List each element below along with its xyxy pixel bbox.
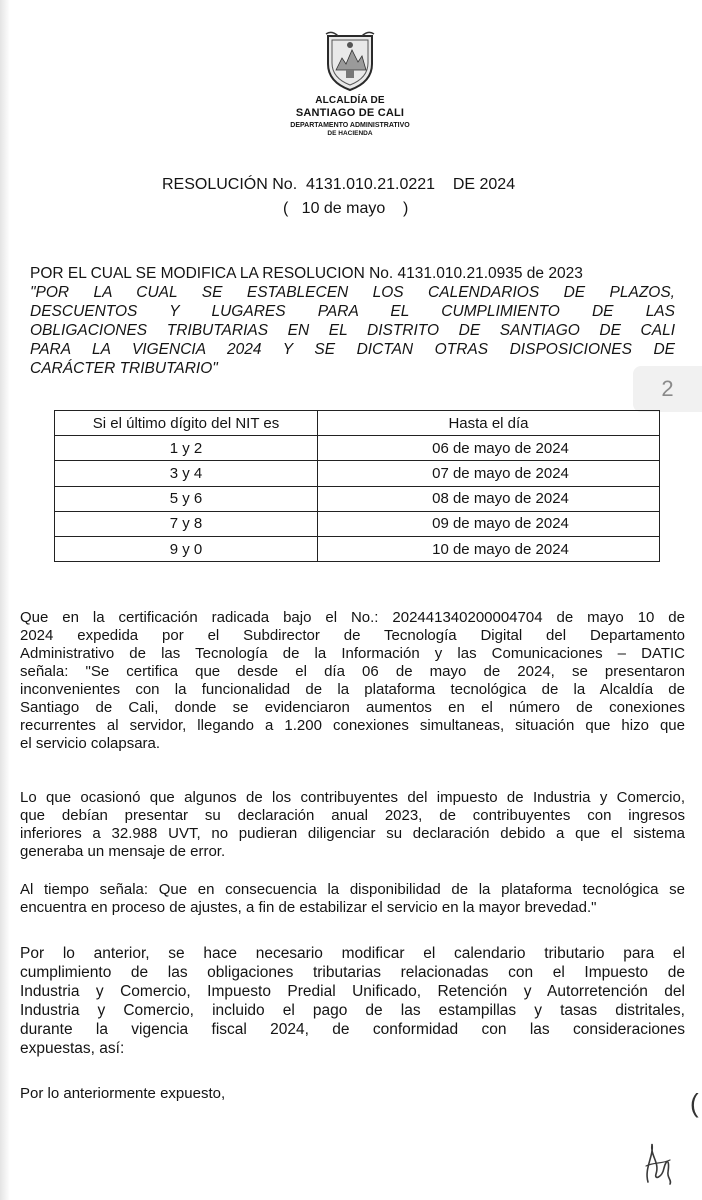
- table-cell-nit: 3 y 4: [55, 461, 318, 486]
- paragraph-line: 2024 expedida por el Subdirector de Tecnología Digital del Departamento: [20, 627, 685, 644]
- preamble-line: OBLIGACIONES TRIBUTARIAS EN EL DISTRITO DE SANTIAGO DE CALI: [30, 322, 675, 339]
- paragraph-modification: [20, 944, 685, 1058]
- letterhead-line-2: SANTIAGO DE CALI: [295, 107, 405, 119]
- paragraph-line: señala: "Se certifica que desde el día 06 de mayo de 2024, se presentaron: [20, 663, 685, 680]
- paragraph-line: Al tiempo señala: Que en consecuencia la disponibilidad de la plataforma tecnológica se: [20, 881, 685, 898]
- letterhead-line-4: DE HACIENDA: [327, 130, 373, 137]
- resolution-preamble: [30, 264, 675, 378]
- table-cell-date: 09 de mayo de 2024: [318, 511, 660, 536]
- letterhead: [270, 30, 430, 137]
- table-cell-nit: 1 y 2: [55, 436, 318, 461]
- preamble-line: CARÁCTER TRIBUTARIO": [30, 360, 218, 377]
- paragraph-closing: Por lo anteriormente expuesto,: [20, 1085, 226, 1102]
- page-edge-shadow: [0, 0, 10, 1200]
- paragraph-line: durante la vigencia fiscal 2024, de conformidad con las consideraciones: [20, 1021, 685, 1038]
- resolution-title: RESOLUCIÓN No. 4131.010.21.0221 DE 2024: [162, 176, 516, 193]
- signature-initials-icon: [640, 1138, 676, 1186]
- paragraph-line: expuestas, así:: [20, 1040, 125, 1057]
- table-header-cell: Hasta el día: [318, 411, 660, 436]
- letterhead-line-1: ALCALDÍA DE: [315, 95, 385, 106]
- table-row: [55, 436, 660, 461]
- table-row: [55, 536, 660, 561]
- table-row: [55, 486, 660, 511]
- paragraph-line: Santiago de Cali, donde se evidenciaron aumentos en el número de conexiones: [20, 699, 685, 716]
- paragraph-line: inconvenientes con la funcionalidad de la plataforma tecnológica de la Alcaldía de: [20, 681, 685, 698]
- city-seal-icon: [322, 30, 378, 92]
- paragraph-line: Industria y Comercio, Impuesto Predial Unificado, Retención y Autorretención del: [20, 983, 685, 1000]
- paragraph-consequence: [20, 789, 685, 861]
- preamble-line: PARA LA VIGENCIA 2024 Y SE DICTAN OTRAS DISPOSICIONES DE: [30, 341, 675, 358]
- paragraph-line: inferiores a 32.988 UVT, no pudieran diligenciar su declaración debido a que el sistema: [20, 825, 685, 842]
- table-row: [55, 461, 660, 486]
- table-cell-date: 06 de mayo de 2024: [318, 436, 660, 461]
- paragraph-line: Que en la certificación radicada bajo el No.: 202441340200004704 de mayo 10 de: [20, 609, 685, 626]
- table-header-row: [55, 411, 660, 436]
- preamble-line: POR EL CUAL SE MODIFICA LA RESOLUCION No. 4131.010.21.0935 de 2023: [30, 265, 583, 282]
- nit-deadline-table: [54, 410, 660, 562]
- letterhead-line-3: DEPARTAMENTO ADMINISTRATIVO: [290, 122, 410, 129]
- paragraph-platform-status: [20, 881, 685, 917]
- table-row: [55, 511, 660, 536]
- table-cell-nit: 5 y 6: [55, 486, 318, 511]
- paragraph-line: que debían presentar su declaración anual 2023, de contribuyentes con ingresos: [20, 807, 685, 824]
- table-cell-date: 10 de mayo de 2024: [318, 536, 660, 561]
- paragraph-line: Administrativo de las Tecnología de la Información y las Comunicaciones – DATIC: [20, 645, 685, 662]
- paragraph-line: recurrentes al servidor, llegando a 1.200 conexiones simultaneas, situación que hizo que: [20, 717, 685, 734]
- paragraph-line: el servicio colapsara.: [20, 735, 161, 752]
- table-cell-date: 07 de mayo de 2024: [318, 461, 660, 486]
- preamble-line: DESCUENTOS Y LUGARES PARA EL CUMPLIMIENTO DE LAS: [30, 303, 675, 320]
- paragraph-line: encuentra en proceso de ajustes, a fin de estabilizar el servicio en la mayor brevedad.": [20, 899, 597, 916]
- paragraph-line: Lo que ocasionó que algunos de los contribuyentes del impuesto de Industria y Comercio,: [20, 789, 685, 806]
- paragraph-line: cumplimiento de las obligaciones tributarias relacionadas con el Impuesto de: [20, 964, 685, 981]
- margin-bracket: (: [690, 1088, 699, 1118]
- paragraph-line: Por lo anterior, se hace necesario modificar el calendario tributario para el: [20, 945, 685, 962]
- page-number-badge: 2: [633, 366, 702, 412]
- resolution-date: ( 10 de mayo ): [283, 200, 409, 217]
- paragraph-line: Industria y Comercio, incluido el pago de las estampillas y tasas distritales,: [20, 1002, 685, 1019]
- paragraph-line: generaba un mensaje de error.: [20, 843, 226, 860]
- preamble-line: "POR LA CUAL SE ESTABLECEN LOS CALENDARIOS DE PLAZOS,: [30, 284, 675, 301]
- table-cell-nit: 9 y 0: [55, 536, 318, 561]
- table-cell-date: 08 de mayo de 2024: [318, 486, 660, 511]
- table-cell-nit: 7 y 8: [55, 511, 318, 536]
- paragraph-certification: [20, 609, 685, 753]
- table-header-cell: Si el último dígito del NIT es: [55, 411, 318, 436]
